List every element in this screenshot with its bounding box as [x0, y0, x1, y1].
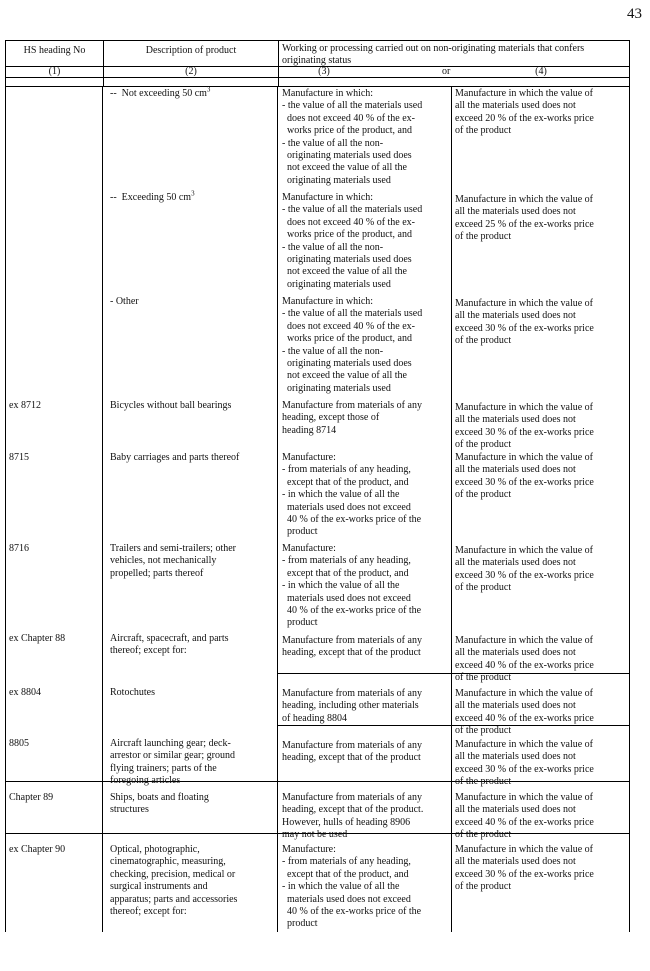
- row-9-description: Aircraft launching gear; deck- arrestor or similar gear; ground flying trainers; parts of the foregoing articles: [110, 738, 235, 787]
- row-2-working-3: Manufacture in which: - the value of all the materials used does not exceed 40 % of the ex- works price of the product, and - the value of all the non- originating materials used does not exceed the value of all the originating materials used: [282, 192, 423, 290]
- header-number-3: (3): [318, 66, 330, 77]
- row-4-description: Bicycles without ball bearings: [110, 400, 232, 411]
- row-4-hs-heading: ex 8712: [9, 400, 41, 411]
- row-5-description: Baby carriages and parts thereof: [110, 452, 240, 463]
- row-5-hs-heading: 8715: [9, 452, 29, 463]
- rules-of-origin-table: [5, 40, 630, 932]
- row-3-working-4: Manufacture in which the value of all the materials used does not exceed 30 % of the ex-works price of the product: [455, 298, 594, 347]
- row-4-working-3: Manufacture from materials of any heading, except those of heading 8714: [282, 400, 422, 436]
- row-10-hs-heading: Chapter 89: [9, 792, 54, 803]
- header-working-processing: [282, 43, 628, 67]
- header-number-4: (4): [535, 66, 547, 77]
- table-header: [5, 40, 630, 86]
- row-4-working-4: Manufacture in which the value of all the materials used does not exceed 30 % of the ex-works price of the product: [455, 402, 594, 451]
- row-11-description: Optical, photographic, cinematographic, measuring, checking, precision, medical or surgical instruments and apparatus; parts and accessories thereof; except for:: [110, 844, 238, 918]
- row-10-description: Ships, boats and floating structures: [110, 792, 209, 816]
- row-9-working-4: Manufacture in which the value of all the materials used does not exceed 30 % of the ex-works price of the product: [455, 739, 594, 788]
- header-number-2: (2): [185, 66, 197, 77]
- row-3-description: - Other: [110, 296, 139, 307]
- row-5-working-3: Manufacture: - from materials of any heading, except that of the product, and - in which the value of all the materials used does not exceed 40 % of the ex-works price of the product: [282, 452, 422, 538]
- header-working-line1: Working or processing carried out on non-originating materials that confers: [282, 43, 585, 54]
- row-8-hs-heading: ex 8804: [9, 687, 41, 698]
- row-7-hs-heading: ex Chapter 88: [9, 633, 66, 644]
- row-7-working-4: Manufacture in which the value of all the materials used does not exceed 40 % of the ex-works price of the product: [455, 635, 594, 684]
- row-1-working-4: Manufacture in which the value of all the materials used does not exceed 20 % of the ex-works price of the product: [455, 88, 594, 137]
- row-11-working-4: Manufacture in which the value of all the materials used does not exceed 30 % of the ex-works price of the product: [455, 844, 594, 893]
- header-description: Description of product: [145, 45, 237, 56]
- row-3-working-3: Manufacture in which: - the value of all the materials used does not exceed 40 % of the ex- works price of the product, and - the value of all the non- originating materials used does not exceed the value of all the originating materials used: [282, 296, 423, 394]
- row-10-working-4: Manufacture in which the value of all the materials used does not exceed 40 % of the ex-works price of the product: [455, 792, 594, 841]
- row-6-description: Trailers and semi-trailers; other vehicles, not mechanically propelled; parts thereof: [110, 543, 236, 579]
- header-number-1: (1): [48, 66, 61, 77]
- header-or: or: [442, 66, 451, 77]
- row-1-description: -- Not exceeding 50 $cm^3$: [110, 85, 211, 99]
- row-9-working-3: Manufacture from materials of any heading, except that of the product: [282, 740, 422, 764]
- row-2-description: -- Exceeding 50 $cm^3$: [110, 189, 195, 203]
- row-8-working-4: Manufacture in which the value of all the materials used does not exceed 40 % of the ex-works price of the product: [455, 688, 594, 737]
- row-9-hs-heading: 8805: [9, 738, 29, 749]
- row-1-working-3: Manufacture in which: - the value of all the materials used does not exceed 40 % of the ex- works price of the product, and - the value of all the non- originating materials used does not exceed the value of all the originating materials used: [282, 88, 423, 186]
- row-10-working-3: Manufacture from materials of any heading, except that of the product. However, hulls of heading 8906 may not be used: [282, 792, 424, 841]
- row-7-working-3: Manufacture from materials of any heading, except that of the product: [282, 635, 422, 659]
- row-7-description: Aircraft, spacecraft, and parts thereof; except for:: [110, 633, 229, 657]
- row-6-working-4: Manufacture in which the value of all the materials used does not exceed 30 % of the ex-works price of the product: [455, 545, 594, 594]
- row-6-working-3: Manufacture: - from materials of any heading, except that of the product, and - in which the value of all the materials used does not exceed 40 % of the ex-works price of the product: [282, 543, 422, 629]
- row-8-description: Rotochutes: [110, 687, 155, 698]
- row-11-hs-heading: ex Chapter 90: [9, 844, 66, 855]
- page-number: 43: [627, 6, 642, 22]
- row-6-hs-heading: 8716: [9, 543, 29, 554]
- row-2-working-4: Manufacture in which the value of all the materials used does not exceed 25 % of the ex-works price of the product: [455, 194, 594, 243]
- row-11-working-3: Manufacture: - from materials of any heading, except that of the product, and - in which the value of all the materials used does not exceed 40 % of the ex-works price of the product: [282, 844, 422, 930]
- header-working-line2: originating status: [282, 55, 352, 66]
- table-body: [5, 86, 630, 932]
- row-8-working-3: Manufacture from materials of any heading, including other materials of heading 8804: [282, 688, 422, 724]
- header-hs-heading: HS heading No: [23, 45, 86, 56]
- row-5-working-4: Manufacture in which the value of all the materials used does not exceed 30 % of the ex-works price of the product: [455, 452, 594, 501]
